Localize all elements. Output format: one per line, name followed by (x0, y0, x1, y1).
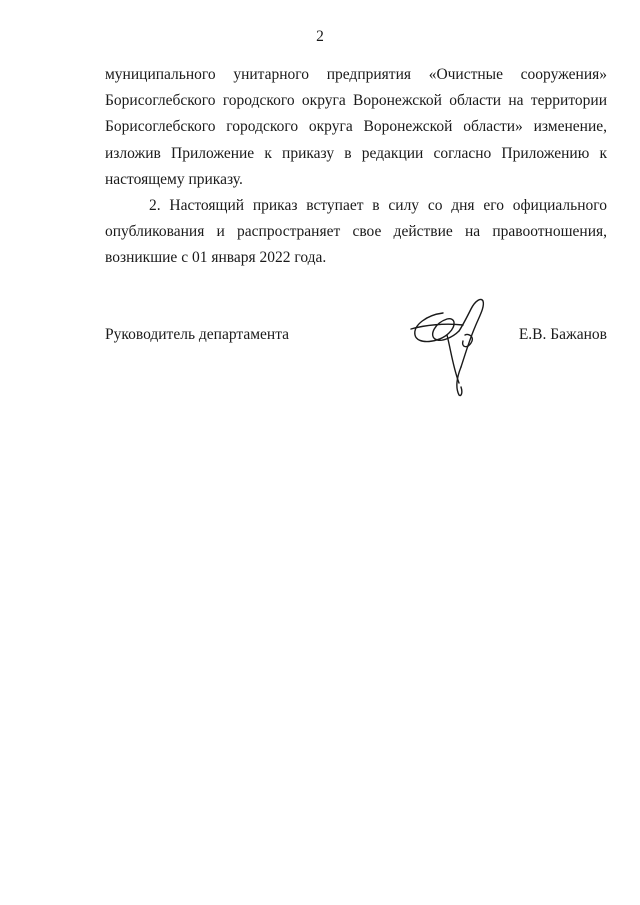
page-number: 2 (316, 28, 324, 45)
signer-name: Е.В. Бажанов (518, 326, 607, 343)
paragraph-continuation: муниципального унитарного предприятия «Очистные сооружения» Борисоглебского городского округа Воронежской области на территории Борисоглебского городского округа Воронежской области» изменение, изложив Приложение к приказу в редакции согласно Приложению к настоящему приказу. (105, 66, 607, 188)
paragraph-item-2: 2. Настоящий приказ вступает в силу со дня его официального опубликования и распространяет свое действие на правоотношения, возникшие с 01 января 2022 года. (105, 197, 607, 267)
handwritten-signature-icon (405, 295, 505, 399)
document-body (105, 62, 607, 272)
signer-position: Руководитель департамента (105, 326, 290, 343)
signature-block (105, 295, 607, 405)
